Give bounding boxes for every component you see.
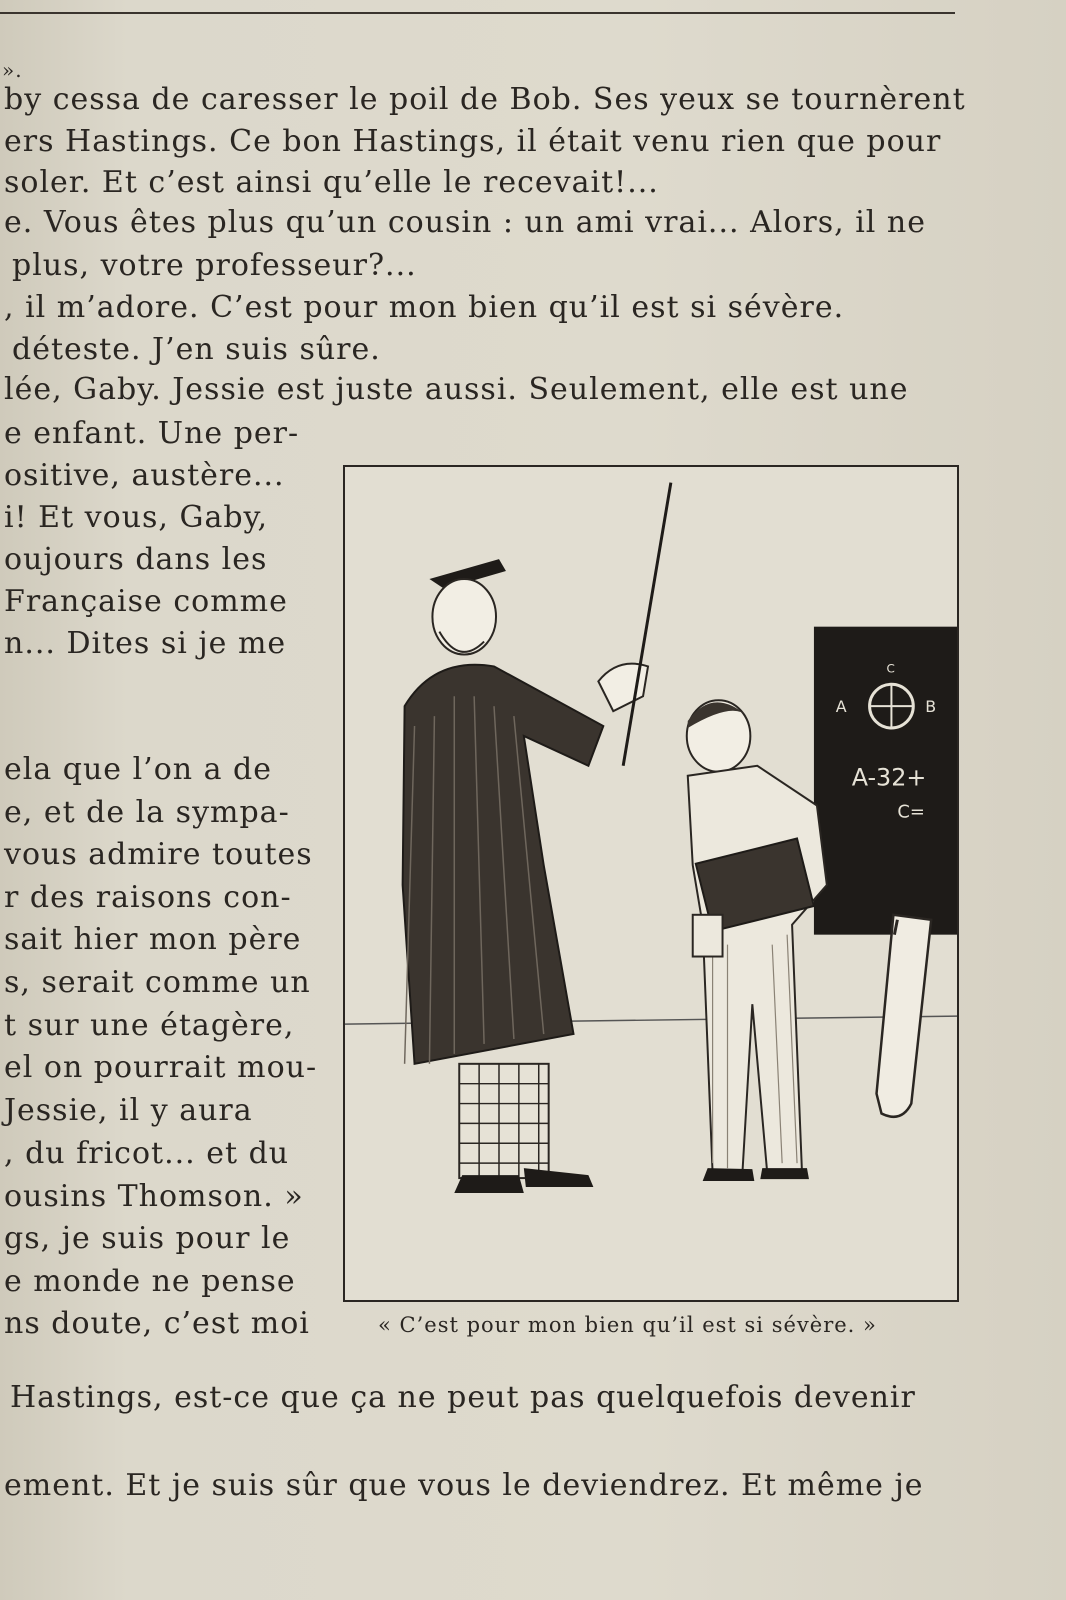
column-line-17: ousins Thomson. » xyxy=(4,1179,304,1214)
column-line-12: s, serait comme un xyxy=(4,965,311,1000)
professor-student-illustration xyxy=(345,467,957,1300)
board-label-b: B xyxy=(925,697,937,717)
text-line-8: lée, Gaby. Jessie est juste aussi. Seulement, elle est une xyxy=(4,372,909,407)
column-line-18: gs, je suis pour le xyxy=(4,1221,291,1256)
professor-figure xyxy=(403,483,671,1193)
text-line-1: by cessa de caresser le poil de Bob. Ses yeux se tournèrent xyxy=(4,82,966,117)
text-line-2: ers Hastings. Ce bon Hastings, il était venu rien que pour xyxy=(4,124,942,159)
text-line-4: e. Vous êtes plus qu’un cousin : un ami vrai... Alors, il ne xyxy=(4,205,927,240)
column-line-19: e monde ne pense xyxy=(4,1264,296,1299)
column-line-16: , du fricot... et du xyxy=(4,1136,290,1171)
column-line-7: ela que l’on a de xyxy=(4,752,273,787)
column-line-6: n... Dites si je me xyxy=(4,626,287,661)
column-line-3: i! Et vous, Gaby, xyxy=(4,500,269,535)
text-line-3: soler. Et c’est ainsi qu’elle le recevait!... xyxy=(4,165,659,200)
bottom-line-1: Hastings, est-ce que ça ne peut pas quelquefois devenir xyxy=(10,1380,916,1415)
column-line-14: el on pourrait mou- xyxy=(4,1050,318,1085)
illustration-caption: « C’est pour mon bien qu’il est si sévère. » xyxy=(378,1313,877,1337)
blackboard xyxy=(814,627,957,935)
illustration-frame xyxy=(343,465,959,1302)
column-line-4: oujours dans les xyxy=(4,542,268,577)
column-line-2: ositive, austère... xyxy=(4,458,285,493)
top-fragment: ». xyxy=(2,58,23,82)
column-line-11: sait hier mon père xyxy=(4,922,302,957)
text-line-5: plus, votre professeur?... xyxy=(12,248,417,283)
board-formula: A-32+ xyxy=(851,763,927,792)
column-line-13: t sur une étagère, xyxy=(4,1008,295,1043)
column-line-8: e, et de la sympa- xyxy=(4,795,290,830)
board-label-a: A xyxy=(835,697,847,717)
column-line-10: r des raisons con- xyxy=(4,880,292,915)
text-line-6: , il m’adore. C’est pour mon bien qu’il est si sévère. xyxy=(4,290,845,325)
text-line-7: déteste. J’en suis sûre. xyxy=(12,332,381,367)
pointer-stick xyxy=(623,483,671,766)
column-line-9: vous admire toutes xyxy=(4,837,313,872)
cricket-bat xyxy=(877,915,932,1117)
bottom-line-2: ement. Et je suis sûr que vous le deviendrez. Et même je xyxy=(4,1468,924,1503)
column-line-15: Jessie, il y aura xyxy=(4,1093,253,1128)
column-line-20: ns doute, c’est moi xyxy=(4,1306,310,1341)
column-line-5: Française comme xyxy=(4,584,288,619)
student-figure xyxy=(687,700,827,1181)
board-label-c: C xyxy=(886,661,895,676)
top-rule xyxy=(0,12,955,14)
column-line-1: e enfant. Une per- xyxy=(4,416,300,451)
board-formula-2: C= xyxy=(897,801,925,823)
